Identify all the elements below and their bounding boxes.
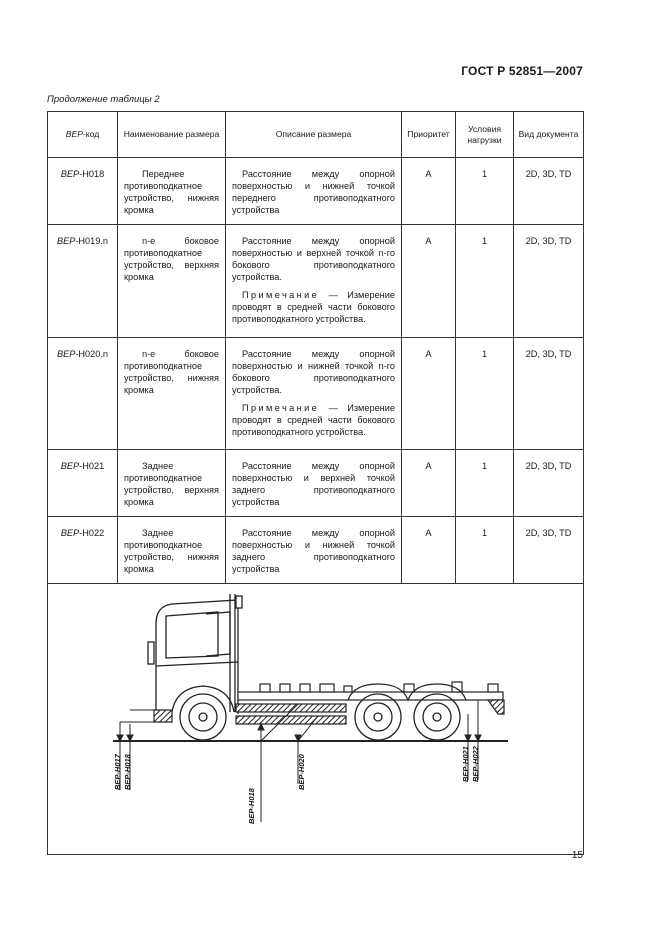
side-guard-lower [236,716,346,724]
table-row [48,225,584,338]
load-cell: 1 [456,158,514,225]
doc-cell: 2D, 3D, TD [514,450,584,517]
name-cell: n-е боковое противоподкатное устройство, верхняя кромка [118,225,226,338]
name-cell: Заднее противоподкатное устройство, верхняя кромка [118,450,226,517]
code-cell: BEP-H020.n [48,338,118,450]
table-row [48,338,584,450]
standard-number: ГОСТ Р 52851—2007 [461,64,583,78]
load-cell: 1 [456,225,514,338]
table-row [48,517,584,584]
dimension-table [47,111,584,855]
column-header-description: Описание размера [226,112,402,158]
cab-frame [230,594,235,712]
rear-wheel-1 [355,694,401,740]
load-cell: 1 [456,338,514,450]
description-cell: Расстояние между опорной поверхностью и нижней точкой переднего противоподкатного устройства [226,158,402,225]
rear-guard [488,700,504,714]
load-cell: 1 [456,450,514,517]
doc-cell: 2D, 3D, TD [514,517,584,584]
doc-cell: 2D, 3D, TD [514,225,584,338]
name-cell: Заднее противоподкатное устройство, нижняя кромка [118,517,226,584]
name-cell: n-е боковое противоподкатное устройство, нижняя кромка [118,338,226,450]
front-guard [154,710,172,722]
table-header-row [48,112,584,158]
figure-cell [48,584,584,855]
priority-cell: А [402,517,456,584]
description-cell: Расстояние между опорной поверхностью и верхней точкой заднего противоподкатного устройства [226,450,402,517]
code-cell: BEP-H022 [48,517,118,584]
column-header-priority: Приоритет [402,112,456,158]
label-h017: BEP-H017 [113,754,122,790]
load-cell: 1 [456,517,514,584]
column-header-load: Условия нагрузки [456,112,514,158]
name-cell: Переднее противоподкатное устройство, нижняя кромка [118,158,226,225]
label-h018-front: BEP-H018 [123,754,132,790]
priority-cell: А [402,450,456,517]
description-cell: Расстояние между опорной поверхностью и нижней точкой n-го бокового противоподкатного устройства. Примечание — Измерение проводят в средней части бокового противоподкатного устройства. [226,338,402,450]
priority-cell: А [402,225,456,338]
column-header-code: BEP-код [48,112,118,158]
page-number: 15 [571,850,583,861]
description-cell: Расстояние между опорной поверхностью и верхней точкой n-го бокового противоподкатного устройства. Примечание — Измерение проводят в средней части бокового противоподкатного устройства. [226,225,402,338]
table-caption: Продолжение таблицы 2 [47,94,160,105]
table-row [48,450,584,517]
priority-cell: А [402,338,456,450]
label-h018-side: BEP-H018 [247,788,256,824]
code-cell: BEP-H021 [48,450,118,517]
figure-row [48,584,584,855]
description-cell: Расстояние между опорной поверхностью и нижней точкой заднего противоподкатного устройства [226,517,402,584]
column-header-name: Наименование размера [118,112,226,158]
table-row [48,158,584,225]
rear-wheel-2 [414,694,460,740]
doc-cell: 2D, 3D, TD [514,338,584,450]
priority-cell: А [402,158,456,225]
code-cell: BEP-H019.n [48,225,118,338]
doc-cell: 2D, 3D, TD [514,158,584,225]
label-h021: BEP-H021 [461,746,470,782]
label-h022: BEP-H022 [471,746,480,782]
front-wheel [172,686,234,740]
truck-diagram [48,584,582,836]
code-cell: BEP-H018 [48,158,118,225]
label-h020: BEP-H020 [297,754,306,790]
column-header-doc: Вид документа [514,112,584,158]
